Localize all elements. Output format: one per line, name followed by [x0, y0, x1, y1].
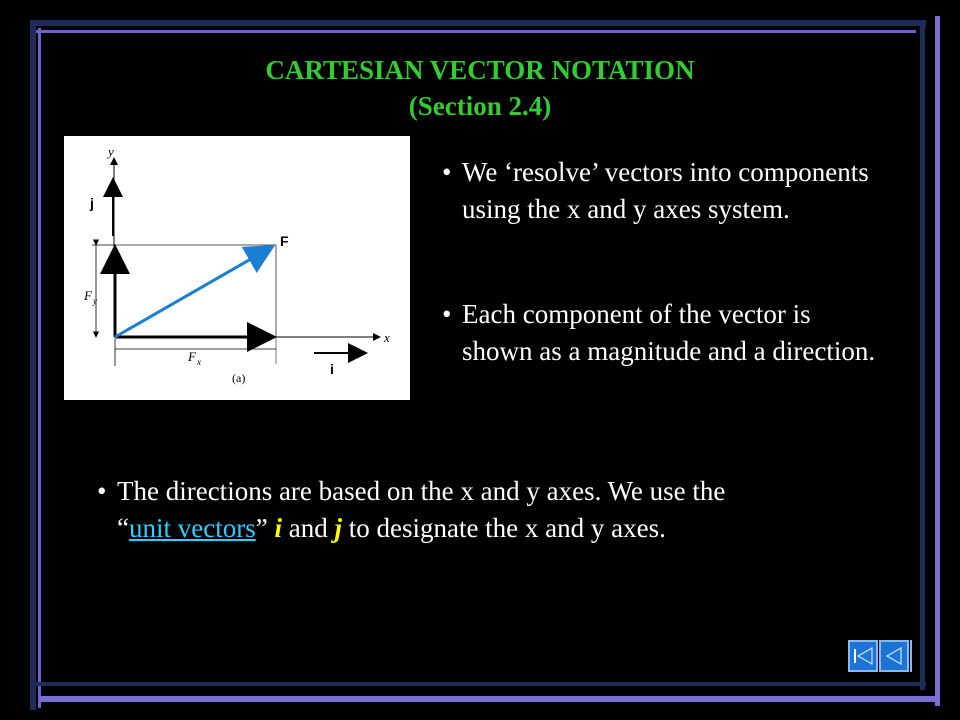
frame-top-bar-inner	[36, 30, 916, 33]
unit-vectors-link[interactable]: unit vectors	[128, 513, 256, 543]
bullet-component-text: Each component of the vector is shown as a magnitude and a direction.	[462, 299, 876, 366]
f-label: F	[280, 233, 289, 249]
previous-slide-icon	[881, 642, 907, 670]
bullet-resolve	[442, 154, 882, 228]
title-line-2: (Section 2.4)	[408, 91, 552, 121]
bullet-dot: •	[442, 299, 452, 329]
first-slide-button[interactable]	[848, 640, 878, 672]
bullet-dot: •	[442, 157, 452, 187]
figure-caption: (a)	[232, 371, 246, 385]
frame-bottom-bar-inner	[40, 696, 940, 702]
bullet-directions-line1: The directions are based on the x and y axes. We use the	[117, 476, 726, 506]
frame-bottom-bar	[36, 682, 926, 686]
first-slide-icon	[850, 642, 876, 670]
y-axis-label: y	[108, 144, 114, 159]
frame-left-bar-inner	[38, 28, 41, 708]
bullet-component	[442, 296, 882, 370]
next-slide-button[interactable]	[910, 640, 912, 672]
fx-subscript: x	[197, 357, 201, 367]
x-axis-label: x	[384, 330, 390, 345]
bullet-directions	[97, 473, 887, 547]
bullet-directions-text	[97, 473, 887, 547]
slide-title	[0, 52, 960, 124]
previous-slide-button[interactable]	[879, 640, 909, 672]
vector-figure	[64, 136, 410, 400]
bullet-directions-rest: to designate the x and y axes.	[341, 513, 666, 543]
frame-top-bar	[30, 20, 926, 26]
fy-label: F	[84, 288, 92, 303]
j-label: j	[90, 195, 94, 211]
and-text: and	[281, 513, 335, 543]
close-quote: ”	[255, 513, 275, 543]
unit-vector-i: i	[274, 513, 282, 543]
i-label: i	[330, 361, 334, 377]
vector-diagram	[64, 136, 410, 400]
title-line-1: CARTESIAN VECTOR NOTATION	[265, 55, 695, 85]
unit-vector-j: j	[334, 513, 342, 543]
fy-subscript: y	[93, 296, 97, 306]
fx-label: F	[188, 349, 196, 364]
bullet-dot: •	[97, 476, 107, 506]
vector-f-arrow	[115, 248, 270, 337]
open-quote: “	[117, 513, 129, 543]
bullet-resolve-text: We ‘resolve’ vectors into components using the x and y axes system.	[462, 157, 869, 224]
